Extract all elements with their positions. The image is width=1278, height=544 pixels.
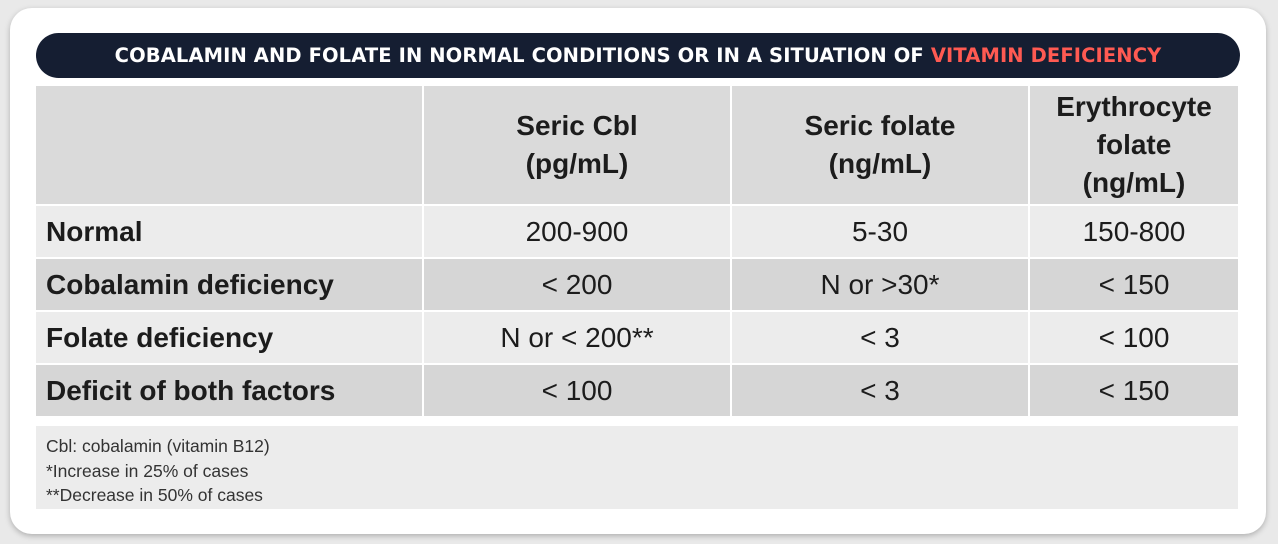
row-label: Deficit of both factors — [36, 364, 423, 417]
cell-seric-folate: 5-30 — [731, 205, 1029, 258]
row-label: Cobalamin deficiency — [36, 258, 423, 311]
cell-seric-cbl: < 200 — [423, 258, 731, 311]
cell-erythrocyte-folate: 150-800 — [1029, 205, 1238, 258]
header-seric-folate — [731, 86, 1029, 205]
vitamin-table — [36, 86, 1238, 418]
footnotes — [36, 426, 1238, 509]
header-line: (ng/mL) — [828, 148, 932, 179]
row-label: Normal — [36, 205, 423, 258]
header-line: folate — [1096, 129, 1172, 160]
table-row — [36, 205, 1238, 258]
title-banner — [36, 33, 1240, 78]
header-line: (pg/mL) — [525, 148, 629, 179]
header-line: Seric folate — [804, 110, 956, 141]
banner-title: COBALAMIN AND FOLATE IN NORMAL CONDITIONS OR IN A SITUATION OF — [114, 44, 924, 67]
header-seric-cbl — [423, 86, 731, 205]
cell-seric-cbl: 200-900 — [423, 205, 731, 258]
cell-erythrocyte-folate: < 150 — [1029, 258, 1238, 311]
cell-erythrocyte-folate: < 100 — [1029, 311, 1238, 364]
header-empty-cell — [36, 86, 423, 205]
header-erythrocyte-folate — [1029, 86, 1238, 205]
cell-seric-folate: < 3 — [731, 364, 1029, 417]
cell-seric-folate: N or >30* — [731, 258, 1029, 311]
header-line: (ng/mL) — [1082, 167, 1186, 198]
row-label: Folate deficiency — [36, 311, 423, 364]
header-line: Erythrocyte — [1056, 91, 1212, 122]
table-row — [36, 311, 1238, 364]
table-row — [36, 258, 1238, 311]
footnote: **Decrease in 50% of cases — [46, 485, 263, 505]
table-row — [36, 364, 1238, 417]
cell-seric-folate: < 3 — [731, 311, 1029, 364]
header-row — [36, 86, 1238, 205]
header-line: Seric Cbl — [516, 110, 638, 141]
footnote: *Increase in 25% of cases — [46, 460, 249, 481]
banner-highlight: VITAMIN DEFICIENCY — [930, 44, 1162, 67]
footnote: Cbl: cobalamin (vitamin B12) — [46, 436, 270, 456]
cell-seric-cbl: < 100 — [423, 364, 731, 417]
cell-seric-cbl: N or < 200** — [423, 311, 731, 364]
cell-erythrocyte-folate: < 150 — [1029, 364, 1238, 417]
